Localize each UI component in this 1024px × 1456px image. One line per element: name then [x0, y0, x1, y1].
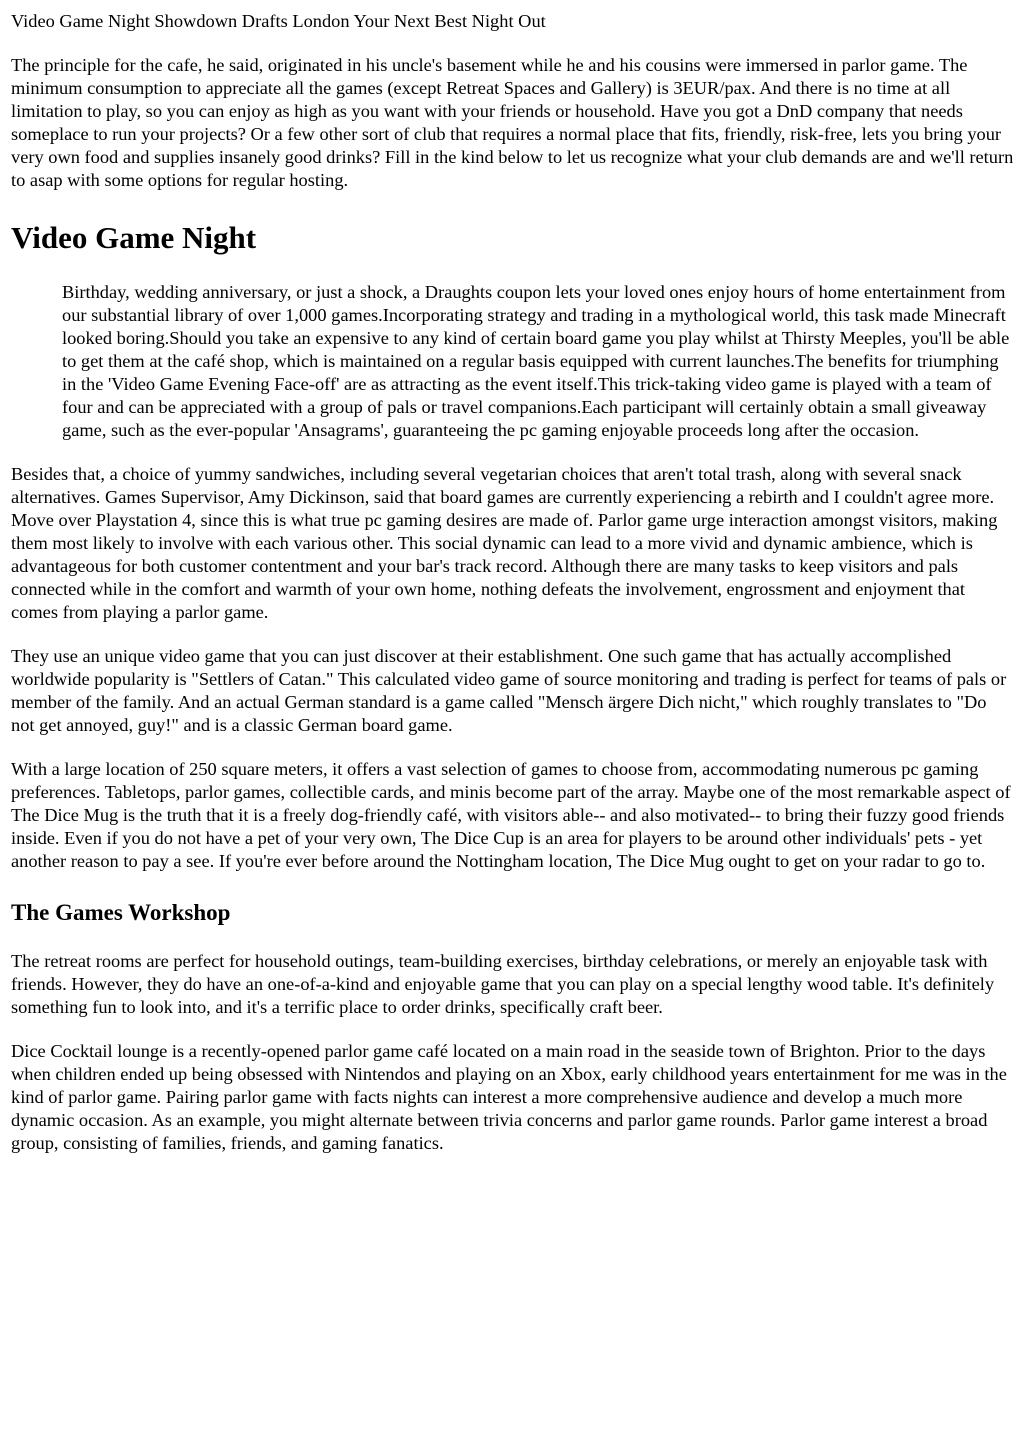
- document-page: [0, 10, 1024, 1155]
- blockquote-paragraph: Birthday, wedding anniversary, or just a shock, a Draughts coupon lets your loved ones enjoy hours of home entertainment from our substantial library of over 1,000 games.Incorporating strategy and trading in a mythological world, this task made Minecraft looked boring.Should you take an expensive to any kind of certain board game you play whilst at Thirsty Meeples, you'll be able to get them at the café shop, which is maintained on a regular basis equipped with current launches.The benefits for triumphing in the 'Video Game Evening Face-off' are as attracting as the event itself.This trick-taking video game is played with a team of four and can be appreciated with a group of pals or travel companions.Each participant will certainly obtain a small giveaway game, such as the ever-popular 'Ansagrams', guaranteeing the pc gaming enjoyable proceeds long after the occasion.: [62, 282, 1010, 440]
- heading-games-workshop: The Games Workshop: [11, 900, 231, 925]
- blockquote: [62, 281, 1014, 442]
- paragraph-besides: Besides that, a choice of yummy sandwiches, including several vegetarian choices that aren't total trash, along with several snack alternatives. Games Supervisor, Amy Dickinson, said that board games are currently experiencing a rebirth and I couldn't agree more. Move over Playstation 4, since this is what true pc gaming desires are made of. Parlor game urge interaction amongst visitors, making them most likely to involve with each various other. This social dynamic can lead to a more vivid and dynamic ambience, which is advantageous for both customer contentment and your bar's track record. Although there are many tasks to keep visitors and pals connected while in the comfort and warmth of your own home, nothing defeats the involvement, engrossment and enjoyment that comes from playing a parlor game.: [11, 464, 998, 622]
- paragraph-unique-game: They use an unique video game that you can just discover at their establishment. One such game that has actually accomplished worldwide popularity is "Settlers of Catan." This calculated video game of source monitoring and trading is perfect for teams of pals or member of the family. And an actual German standard is a game called "Mensch ärgere Dich nicht," which roughly translates to "Do not get annoyed, guy!" and is a classic German board game.: [11, 646, 1007, 735]
- heading-video-game-night: Video Game Night: [11, 220, 257, 255]
- paragraph-dice-cocktail-lounge: Dice Cocktail lounge is a recently-opened parlor game café located on a main road in the seaside town of Brighton. Prior to the days when children ended up being obsessed with Nintendos and playing on an Xbox, early childhood years entertainment for me was in the kind of parlor game. Pairing parlor game with facts nights can interest a more comprehensive audience and develop a much more dynamic occasion. As an example, you might alternate between trivia concerns and parlor game rounds. Parlor game interest a broad group, consisting of families, friends, and gaming fanatics.: [11, 1041, 1007, 1153]
- page-top-title: Video Game Night Showdown Drafts London Your Next Best Night Out: [11, 11, 546, 31]
- paragraph-retreat-rooms: The retreat rooms are perfect for household outings, team-building exercises, birthday celebrations, or merely an enjoyable task with friends. However, they do have an one-of-a-kind and enjoyable game that you can play on a special lengthy wood table. It's definitely something fun to look into, and it's a terrific place to order drinks, specifically craft beer.: [11, 951, 995, 1017]
- paragraph-large-location: With a large location of 250 square meters, it offers a vast selection of games to choose from, accommodating numerous pc gaming preferences. Tabletops, parlor games, collectible cards, and minis become part of the array. Maybe one of the most remarkable aspect of The Dice Mug is the truth that it is a freely dog-friendly café, with visitors able-- and also motivated-- to bring their fuzzy good friends inside. Even if you do not have a pet of your very own, The Dice Cup is an area for players to be around other individuals' pets - yet another reason to pay a see. If you're ever before around the Nottingham location, The Dice Mug ought to get on your radar to go to.: [11, 759, 1011, 871]
- intro-paragraph: The principle for the cafe, he said, originated in his uncle's basement while he and his cousins were immersed in parlor game. The minimum consumption to appreciate all the games (except Retreat Spaces and Gallery) is 3EUR/pax. And there is no time at all limitation to play, so you can enjoy as high as you want with your friends or household. Have you got a DnD company that needs someplace to run your projects? Or a few other sort of club that requires a normal place that fits, friendly, risk-free, lets you bring your very own food and supplies insanely good drinks? Fill in the kind below to let us recognize what your club demands are and we'll return to asap with some options for regular hosting.: [11, 55, 1014, 190]
